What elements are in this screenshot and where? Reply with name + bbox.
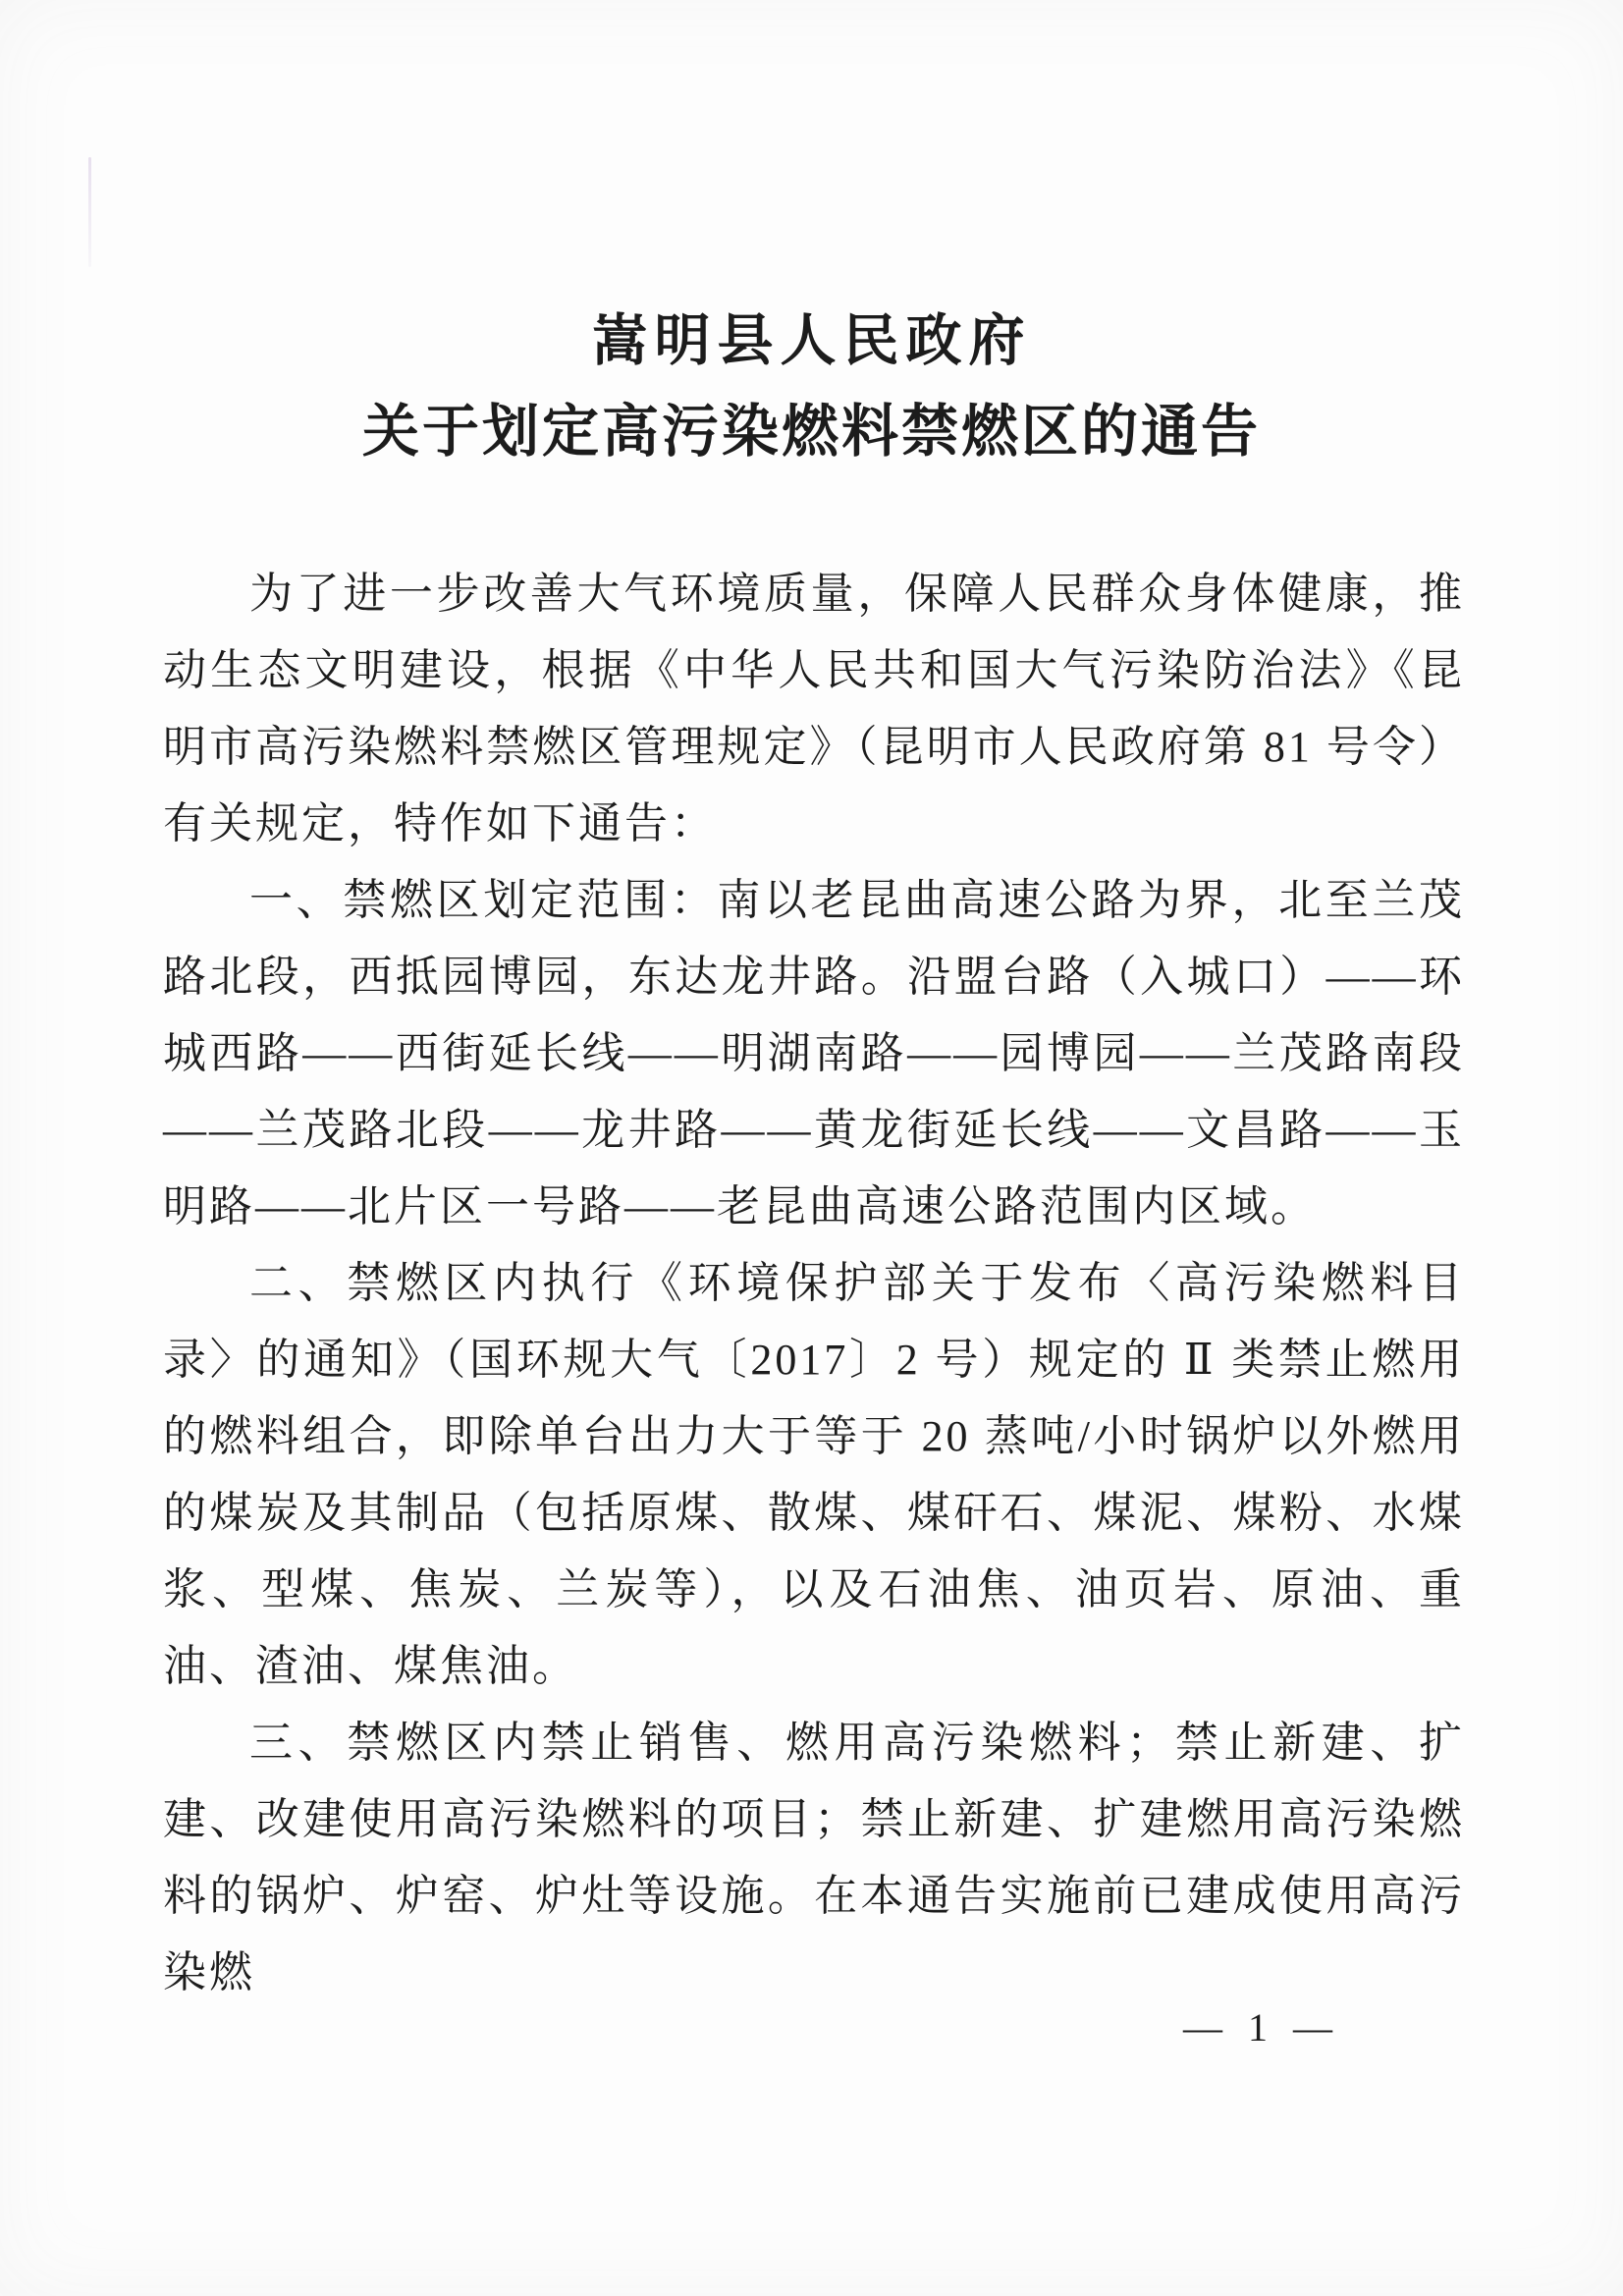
document-body xyxy=(163,556,1465,2011)
paragraph: 一、禁燃区划定范围：南以老昆曲高速公路为界，北至兰茂路北段，西抵园博园，东达龙井路。沿盟台路（入城口）——环城西路——西街延长线——明湖南路——园博园——兰茂路南段——兰茂路北段——龙井路——黄龙街延长线——文昌路——玉明路——北片区一号路——老昆曲高速公路范围内区域。 xyxy=(163,876,1465,1230)
document-title-block xyxy=(0,304,1623,469)
page-number: — 1 — xyxy=(1183,2005,1340,2050)
paragraph: 二、禁燃区内执行《环境保护部关于发布〈高污染燃料目录〉的通知》（国环规大气〔2017〕2 号）规定的 Ⅱ 类禁止燃用的燃料组合，即除单台出力大于等于 20 蒸吨/小时锅炉以外燃用的煤炭及其制品（包括原煤、散煤、煤矸石、煤泥、煤粉、水煤浆、型煤、焦炭、兰炭等），以及石油焦、油页岩、原油、重油、渣油、煤焦油。 xyxy=(163,1259,1465,1690)
scan-artifact xyxy=(88,157,91,267)
document-title-issuer: 嵩明县人民政府 xyxy=(591,310,1032,372)
paragraph: 三、禁燃区内禁止销售、燃用高污染燃料；禁止新建、扩建、改建使用高污染燃料的项目；禁止新建、扩建燃用高污染燃料的锅炉、炉窑、炉灶等设施。在本通告实施前已建成使用高污染燃 xyxy=(163,1719,1465,1996)
document-title-subject: 关于划定高污染燃料禁燃区的通告 xyxy=(361,400,1261,464)
paragraph: 为了进一步改善大气环境质量，保障人民群众身体健康，推动生态文明建设，根据《中华人民共和国大气污染防治法》《昆明市高污染燃料禁燃区管理规定》（昆明市人民政府第 81 号令）有关规定，特作如下通告： xyxy=(163,570,1465,847)
